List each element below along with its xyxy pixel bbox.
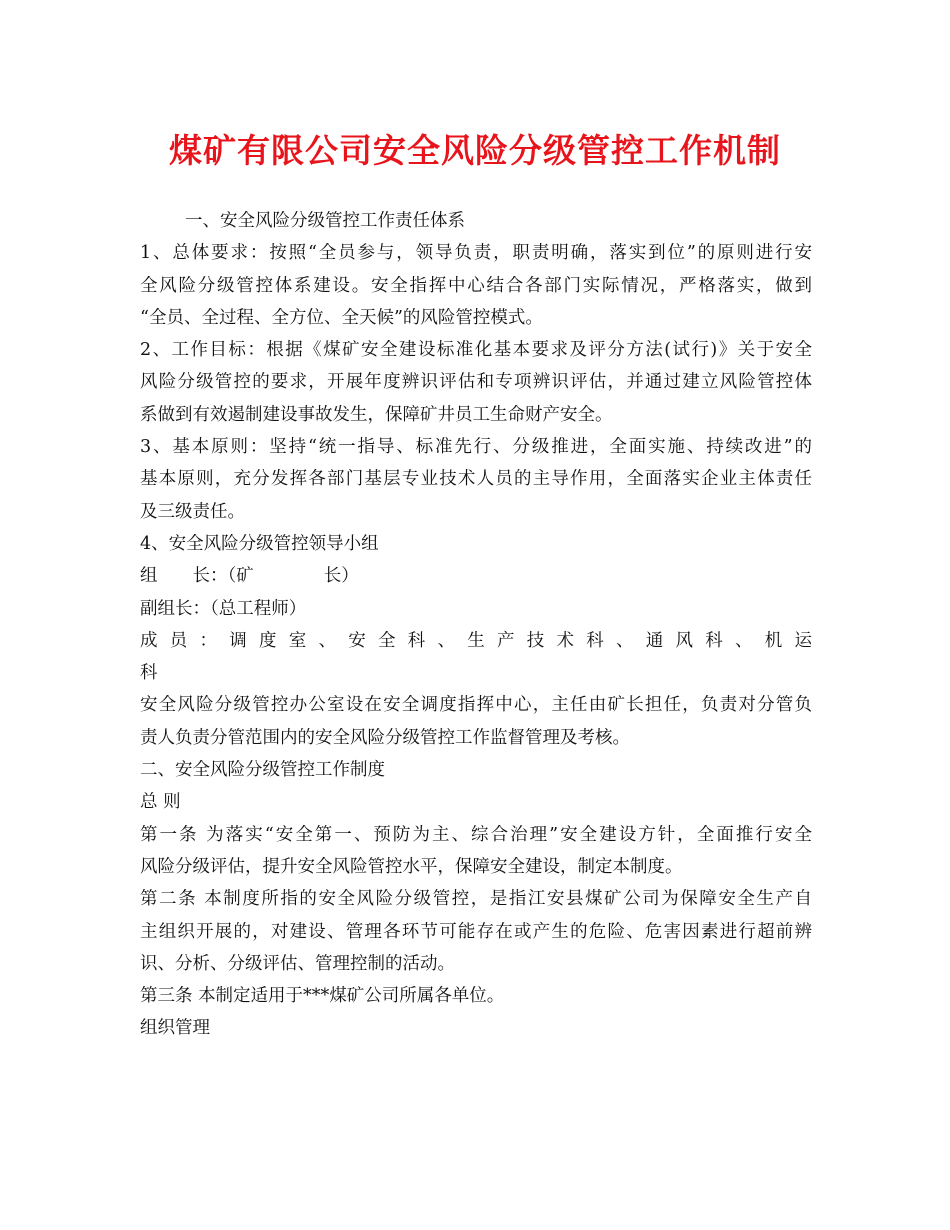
section-heading-1: 一、安全风险分级管控工作责任体系: [185, 211, 465, 231]
paragraph-line: 安全风险分级管控办公室设在安全调度指挥中心，主任由矿长担任，负责对分管负: [140, 695, 812, 716]
members-char: 通: [645, 630, 664, 651]
members-char: ：: [199, 630, 217, 651]
paragraph-line: 第一条 为落实“安全第一、预防为主、综合治理”安全建设方针，全面推行安全: [140, 824, 812, 845]
members-char: 、: [318, 630, 336, 651]
paragraph-line: 系做到有效遏制建设事故发生，保障矿井员工生命财产安全。: [140, 404, 613, 425]
members-char: 产: [497, 630, 515, 651]
members-char: 生: [467, 630, 485, 651]
document-title: 煤矿有限公司安全风险分级管控工作机制: [169, 131, 781, 170]
members-char: 风: [675, 630, 693, 651]
paragraph-line: 及三级责任。: [140, 501, 245, 522]
members-char: 员: [169, 630, 188, 651]
group-leader-line: 组 长：（矿 长）: [140, 566, 359, 587]
members-char: 、: [616, 630, 634, 651]
paragraph-line: 2、工作目标：根据《煤矿安全建设标准化基本要求及评分方法(试行)》关于安全: [140, 340, 812, 361]
paragraph-line: 1、总体要求：按照“全员参与，领导负责，职责明确，落实到位”的原则进行安: [140, 243, 812, 264]
paragraph-line: 全风险分级管控体系建设。安全指挥中心结合各部门实际情况，严格落实，做到: [140, 275, 812, 296]
members-char: 全: [378, 630, 396, 651]
paragraph-line: 主组织开展的，对建设、管理各环节可能存在或产生的危险、危害因素进行超前辨: [140, 921, 812, 942]
members-char: 科: [586, 630, 604, 651]
members-char: 术: [556, 630, 574, 651]
members-char: 成: [140, 630, 158, 651]
section-heading-2: 二、安全风险分级管控工作制度: [140, 760, 385, 781]
paragraph-line: 第三条 本制定适用于***煤矿公司所属各单位。: [140, 986, 505, 1007]
paragraph-line: 责人负责分管范围内的安全风险分级管控工作监督管理及考核。: [140, 727, 630, 748]
members-char: 运: [794, 630, 812, 651]
members-char: 科: [407, 630, 426, 651]
members-char: 技: [526, 630, 545, 651]
document-body: [140, 205, 812, 1045]
members-char: 机: [764, 630, 783, 651]
paragraph-line: 风险分级评估，提升安全风险管控水平，保障安全建设，制定本制度。: [140, 856, 683, 877]
members-char: 调: [229, 630, 247, 651]
paragraph-line: 风险分级管控的要求，开展年度辨识评估和专项辨识评估，并通过建立风险管控体: [140, 372, 812, 393]
members-char: 科: [705, 630, 723, 651]
paragraph-line: 第二条 本制度所指的安全风险分级管控，是指江安县煤矿公司为保障安全生产自: [140, 889, 812, 910]
members-char: 、: [437, 630, 455, 651]
paragraph-line: 识、分析、分级评估、管理控制的活动。: [140, 953, 455, 974]
subheading-general: 总 则: [140, 792, 181, 813]
members-char: 、: [735, 630, 753, 651]
members-char: 度: [259, 630, 277, 651]
paragraph-line: “全员、全过程、全方位、全天候”的风险管控模式。: [140, 307, 543, 328]
deputy-leader-line: 副组长：（总工程师）: [140, 598, 307, 619]
paragraph-line: 基本原则，充分发挥各部门基层专业技术人员的主导作用，全面落实企业主体责任: [140, 469, 812, 490]
subheading-organization: 组织管理: [140, 1018, 210, 1039]
paragraph-line: 3、基本原则：坚持“统一指导、标准先行、分级推进，全面实施、持续改进”的: [140, 437, 812, 458]
paragraph-line: 科: [140, 663, 158, 684]
members-char: 安: [348, 630, 366, 651]
members-line: [140, 625, 812, 657]
paragraph-line: 4、安全风险分级管控领导小组: [140, 533, 379, 554]
members-char: 室: [288, 630, 307, 651]
